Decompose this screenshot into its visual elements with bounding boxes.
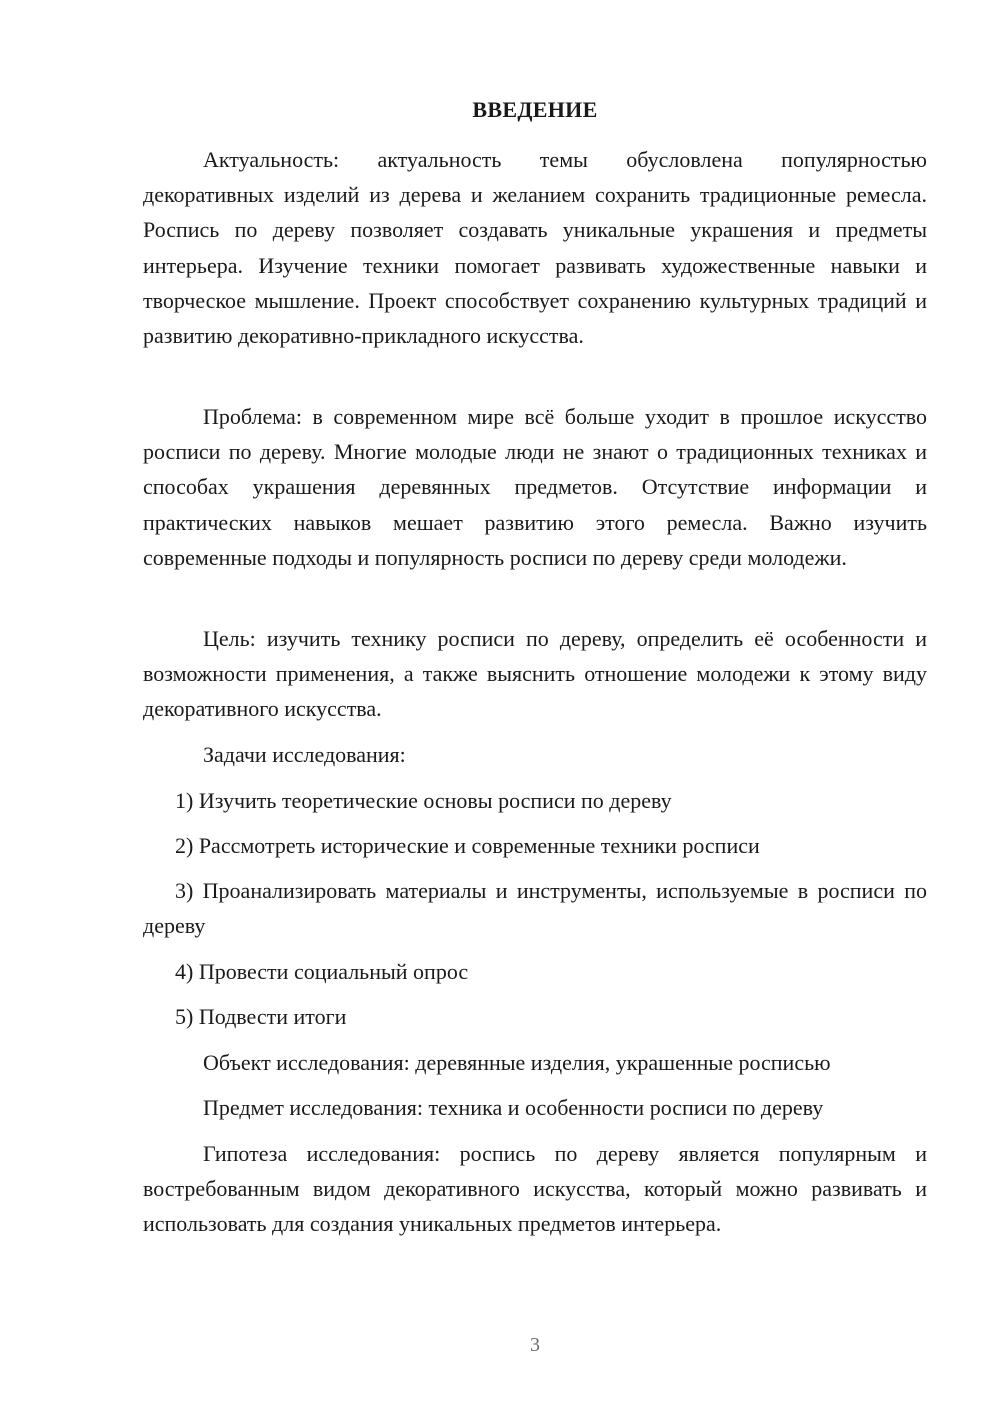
task-item-1: 1) Изучить теоретические основы росписи по дереву [175, 788, 672, 813]
task-item-5: 5) Подвести итоги [175, 1004, 347, 1029]
goal-paragraph: Цель: изучить технику росписи по дереву, определить её особенности и возможности применения, а также выяснить отношение молодежи к этому виду декоративного искусства. [143, 626, 927, 722]
page-title: ВВЕДЕНИЕ [472, 97, 598, 122]
object-paragraph: Объект исследования: деревянные изделия, украшенные росписью [203, 1050, 831, 1075]
task-item-3: 3) Проанализировать материалы и инструменты, используемые в росписи по дереву [143, 878, 927, 939]
relevance-paragraph: Актуальность: актуальность темы обусловлена популярностью декоративных изделий из дерева и желанием сохранить традиционные ремесла. Роспись по дереву позволяет создавать уникальные украшения и предметы интерьера. Изучение техники помогает развивать художественные навыки и творческое мышление. Проект способствует сохранению культурных традиций и развитию декоративно-прикладного искусства. [143, 147, 927, 349]
page-number: 3 [530, 1334, 540, 1356]
problem-paragraph: Проблема: в современном мире всё больше уходит в прошлое искусство росписи по дереву. Многие молодые люди не знают о традиционных техниках и способах украшения деревянных предметов. Отсутствие информации и практических навыков мешает развитию этого ремесла. Важно изучить современные подходы и популярность росписи по дереву среди молодежи. [143, 404, 927, 570]
hypothesis-paragraph: Гипотеза исследования: роспись по дереву является популярным и востребованным видом декоративного искусства, который можно развивать и использовать для создания уникальных предметов интерьера. [143, 1141, 927, 1237]
task-item-4: 4) Провести социальный опрос [175, 959, 469, 984]
tasks-heading: Задачи исследования: [203, 742, 406, 767]
task-item-2: 2) Рассмотреть исторические и современные техники росписи [175, 833, 760, 858]
subject-paragraph: Предмет исследования: техника и особенности росписи по дереву [203, 1095, 824, 1120]
